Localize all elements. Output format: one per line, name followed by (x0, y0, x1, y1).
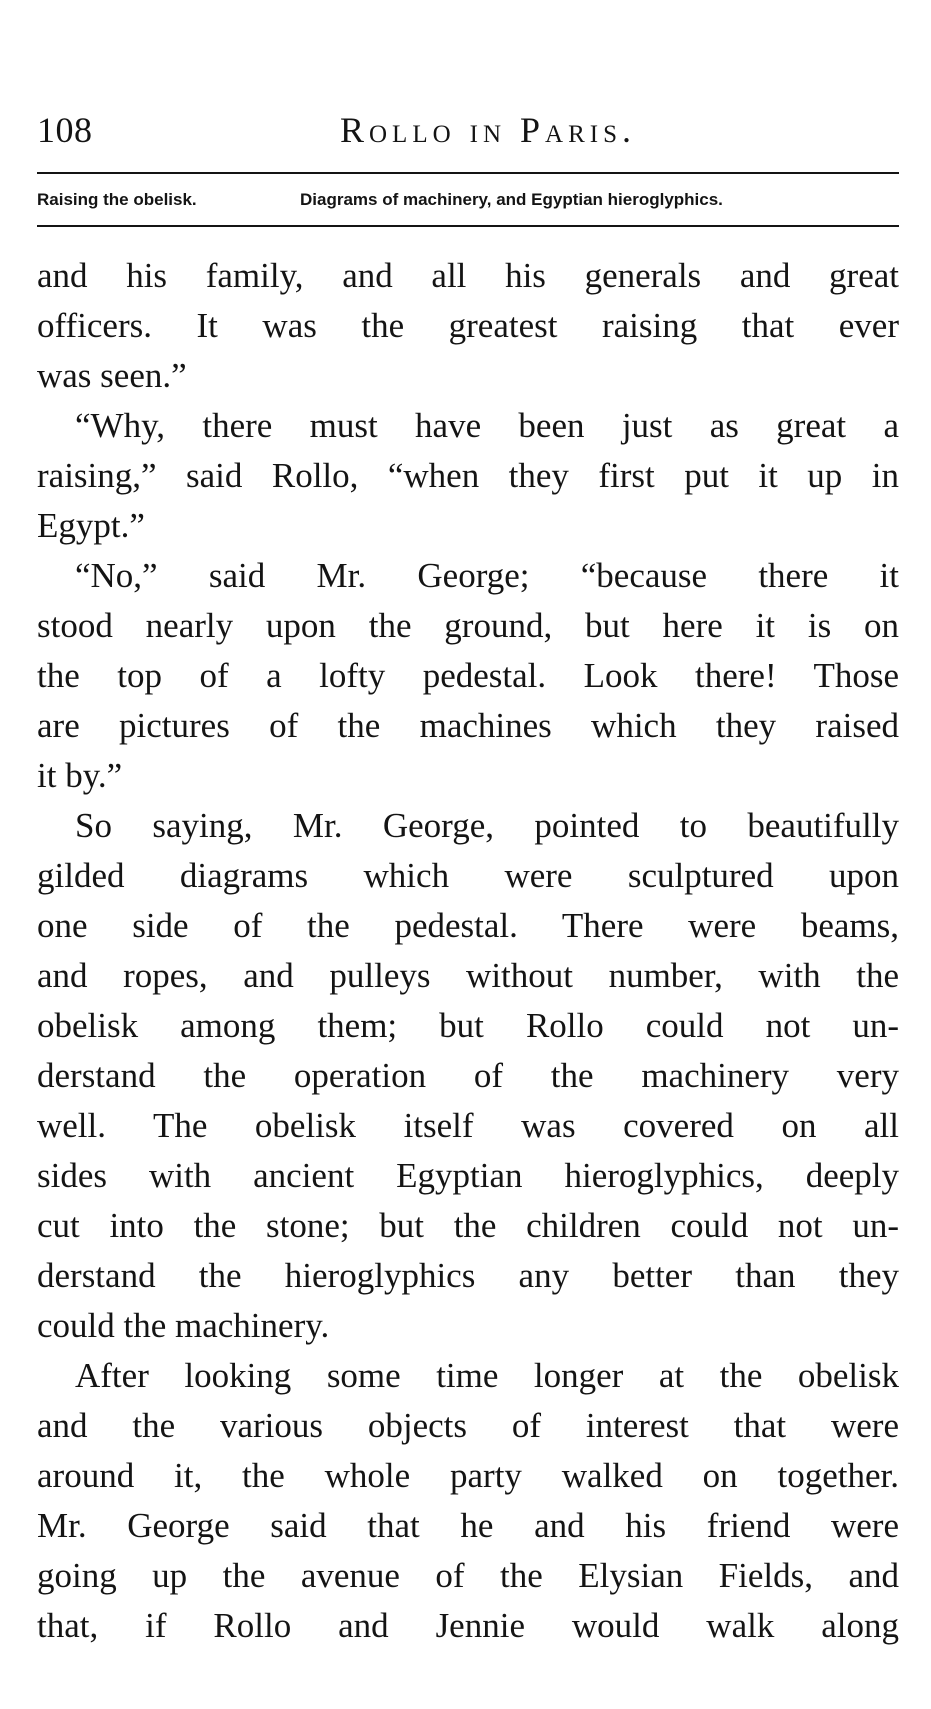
text-line: the top of a lofty pedestal. Look there! Those (37, 656, 899, 695)
text-line: could the machinery. (37, 1306, 330, 1345)
header-rule-bottom (37, 225, 899, 227)
topic-summary (37, 180, 899, 220)
text-line: and the various objects of interest that were (37, 1406, 899, 1445)
text-line: one side of the pedestal. There were beams, (37, 906, 899, 945)
text-line: derstand the operation of the machinery very (37, 1056, 899, 1095)
body-text (37, 251, 899, 1651)
text-line: derstand the hieroglyphics any better than they (37, 1256, 899, 1295)
header-rule-top (37, 172, 899, 174)
page-number: 108 (37, 110, 93, 150)
text-line: going up the avenue of the Elysian Fields, and (37, 1556, 899, 1595)
page-header (37, 104, 899, 156)
text-line: around it, the whole party walked on together. (37, 1456, 899, 1495)
text-line: officers. It was the greatest raising that ever (37, 306, 899, 345)
text-line: cut into the stone; but the children could not un- (37, 1206, 899, 1245)
running-title: Rollo in Paris. (339, 110, 637, 150)
text-line: gilded diagrams which were sculptured upon (37, 856, 899, 895)
book-page (37, 0, 899, 1709)
text-line: “No,” said Mr. George; “because there it (75, 556, 899, 595)
text-line: So saying, Mr. George, pointed to beautifully (75, 806, 899, 845)
summary-topic-diagrams: Diagrams of machinery, and Egyptian hieroglyphics. (300, 190, 723, 209)
summary-topic-obelisk: Raising the obelisk. (37, 190, 197, 209)
text-line: sides with ancient Egyptian hieroglyphics, deeply (37, 1156, 899, 1195)
text-line: and his family, and all his generals and great (37, 256, 899, 295)
text-line: “Why, there must have been just as great a (75, 406, 899, 445)
text-line: it by.” (37, 756, 123, 795)
text-line: and ropes, and pulleys without number, with the (37, 956, 899, 995)
text-line: well. The obelisk itself was covered on all (37, 1106, 899, 1145)
text-line: was seen.” (37, 356, 187, 395)
text-line: raising,” said Rollo, “when they first put it up in (37, 456, 899, 495)
text-line: are pictures of the machines which they raised (37, 706, 899, 745)
text-line: obelisk among them; but Rollo could not un- (37, 1006, 899, 1045)
text-line: After looking some time longer at the obelisk (75, 1356, 899, 1395)
text-line: Egypt.” (37, 506, 145, 545)
text-line: Mr. George said that he and his friend were (37, 1506, 899, 1545)
text-line: stood nearly upon the ground, but here it is on (37, 606, 899, 645)
text-line: that, if Rollo and Jennie would walk along (37, 1606, 899, 1645)
